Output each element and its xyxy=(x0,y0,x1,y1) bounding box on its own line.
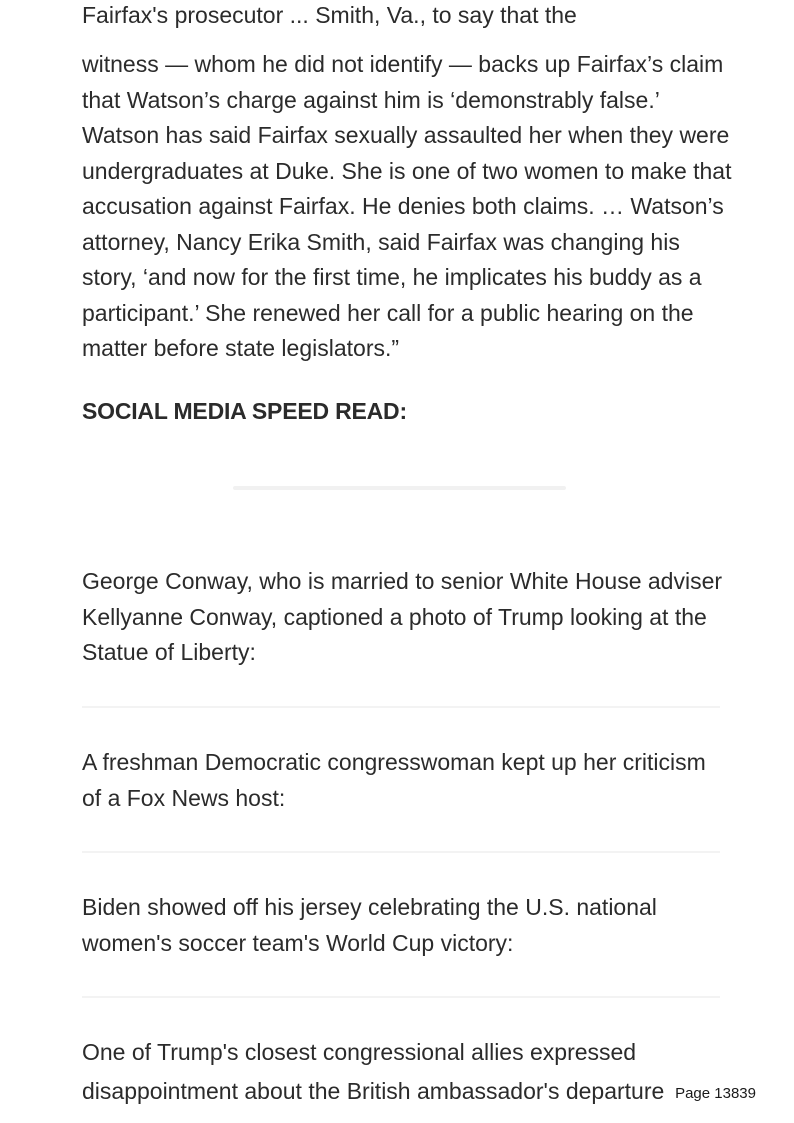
clipped-top-line xyxy=(82,2,722,29)
section-heading: SOCIAL MEDIA SPEED READ: xyxy=(82,398,407,424)
embed-placeholder xyxy=(233,486,566,490)
clipped-bottom-text: disappointment about the British ambassador's departure xyxy=(82,1078,665,1104)
embed-divider xyxy=(82,851,720,853)
clipped-bottom-line xyxy=(82,1074,682,1104)
paragraph-allies: One of Trump's closest congressional allies expressed xyxy=(82,1039,637,1065)
paragraph-congresswoman: A freshman Democratic congresswoman kept up her criticism of a Fox News host: xyxy=(82,749,706,811)
page-number: Page 13839 xyxy=(671,1085,756,1103)
clipped-top-text: Fairfax's prosecutor ... Smith, Va., to say that the xyxy=(82,2,577,28)
embed-divider xyxy=(82,996,720,998)
paragraph-conway: George Conway, who is married to senior White House adviser Kellyanne Conway, captioned a photo of Trump looking at the Statue of Liberty: xyxy=(82,568,723,665)
paragraph-biden: Biden showed off his jersey celebrating the U.S. national women's soccer team's World Cup victory: xyxy=(82,894,657,956)
quote-paragraph: witness — whom he did not identify — backs up Fairfax’s claim that Watson’s charge against him is ‘demonstrably false.’ Watson has said Fairfax sexually assaulted her when they were undergraduates at Duke. She is one of two women to make that accusation against Fairfax. He denies both claims. … Watson’s attorney, Nancy Erika Smith, said Fairfax was changing his story, ‘and now for the first time, he implicates his buddy as a participant.’ She renewed her call for a public hearing on the matter before state legislators.” xyxy=(82,51,732,361)
embed-divider xyxy=(82,706,720,708)
